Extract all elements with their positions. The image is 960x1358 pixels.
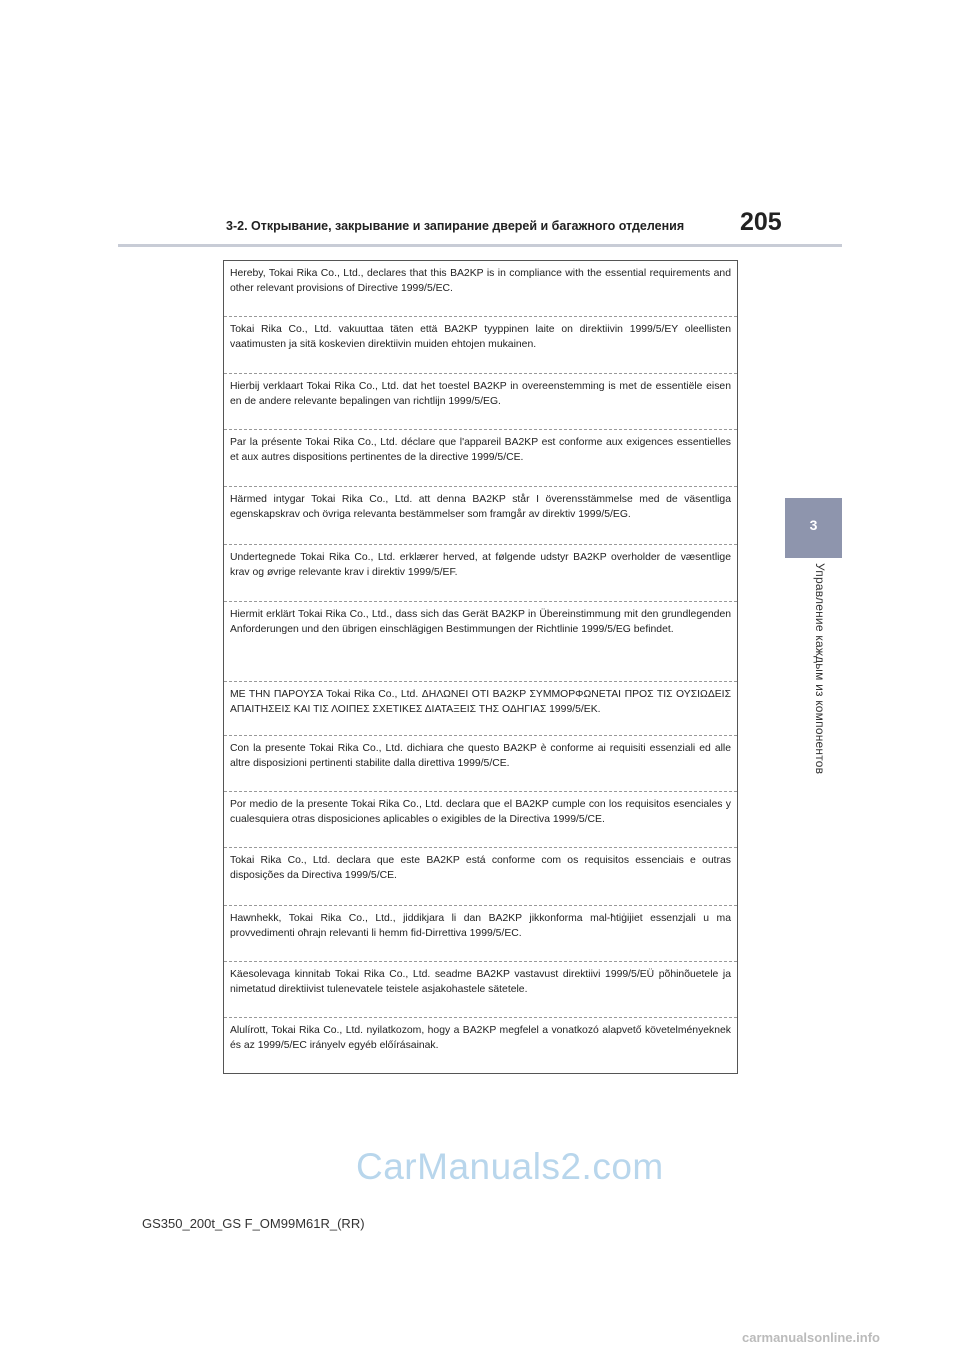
chapter-title: Управление каждым из компонентов [813, 563, 827, 775]
declaration-german [224, 602, 737, 637]
declaration-text: Tokai Rika Co., Ltd. vakuuttaa täten että BA2KP tyyppinen laite on direktiivin 1999/5/EY oleellisten vaatimusten ja sitä koskevien direktiivin muiden ehtojen mukainen. [230, 324, 731, 351]
declaration-maltese [224, 906, 737, 941]
declaration-text: Alulírott, Tokai Rika Co., Ltd. nyilatkozom, hogy a BA2KP megfelel a vonatkozó alapvető követelményeknek és az 1999/5/EC irányelv egyéb előírásainak. [230, 1025, 731, 1052]
declaration-text: Undertegnede Tokai Rika Co., Ltd. erklærer herved, at følgende udstyr BA2KP overholder de væsentlige krav og øvrige relevante krav i direktiv 1999/5/EF. [230, 552, 731, 579]
declaration-spanish [224, 792, 737, 827]
declaration-text: Käesolevaga kinnitab Tokai Rika Co., Ltd. seadme BA2KP vastavust direktiivi 1999/5/EÜ põhinõuetele ja nimetatud direktiivist tulenevatele teistele asjakohastele sätetele. [230, 969, 731, 996]
chapter-tab: 3 [785, 498, 842, 558]
declaration-english [224, 261, 737, 296]
declaration-swedish [224, 487, 737, 522]
watermark: CarManuals2.com [356, 1146, 664, 1187]
declaration-italian [224, 736, 737, 771]
declaration-text: Tokai Rika Co., Ltd. declara que este BA2KP está conforme com os requisitos essenciais e outras disposições da Directiva 1999/5/CE. [230, 855, 731, 882]
declaration-dutch [224, 374, 737, 409]
declaration-french [224, 430, 737, 465]
declaration-text: ΜΕ ΤΗΝ ΠΑΡΟΥΣΑ Tokai Rika Co., Ltd. ΔΗΛΩΝΕΙ ΟΤΙ BA2KP ΣΥΜΜΟΡΦΩΝΕΤΑΙ ΠΡΟΣ ΤΙΣ ΟΥΣΙΩΔΕΙΣ ΑΠΑΙΤΗΣΕΙΣ ΚΑΙ ΤΙΣ ΛΟΙΠΕΣ ΣΧΕΤΙΚΕΣ ΔΙΑΤΑΞΕΙΣ ΤΗΣ ΟΔΗΓΙΑΣ 1999/5/ΕΚ. [230, 689, 731, 716]
declarations-table [223, 260, 738, 1074]
declaration-hungarian [224, 1018, 737, 1053]
declaration-text: Hierbij verklaart Tokai Rika Co., Ltd. dat het toestel BA2KP in overeenstemming is met de essentiële eisen en de andere relevante bepalingen van richtlijn 1999/5/EG. [230, 381, 731, 408]
declaration-text: Härmed intygar Tokai Rika Co., Ltd. att denna BA2KP står I överensstämmelse med de väsentliga egenskapskrav och övriga relevanta bestämmelser som framgår av direktiv 1999/5/EG. [230, 494, 731, 521]
declaration-finnish [224, 317, 737, 352]
section-title: 3-2. Открывание, закрывание и запирание дверей и багажного отделения [226, 219, 685, 233]
site-logo: carmanualsonline.info [742, 1330, 880, 1345]
document-code: GS350_200t_GS F_OM99M61R_(RR) [142, 1216, 365, 1231]
declaration-text: Par la présente Tokai Rika Co., Ltd. déclare que l'appareil BA2KP est conforme aux exigences essentielles et aux autres dispositions pertinentes de la directive 1999/5/CE. [230, 437, 731, 464]
declaration-estonian [224, 962, 737, 997]
declaration-text: Hiermit erklärt Tokai Rika Co., Ltd., dass sich das Gerät BA2KP in Übereinstimmung mit den grundlegenden Anforderungen und den übrigen einschlägigen Bestimmungen der Richtlinie 1999/5/EG befindet. [230, 609, 731, 636]
declaration-text: Hereby, Tokai Rika Co., Ltd., declares that this BA2KP is in compliance with the essential requirements and other relevant provisions of Directive 1999/5/EC. [230, 268, 731, 295]
declaration-text: Por medio de la presente Tokai Rika Co., Ltd. declara que el BA2KP cumple con los requisitos esenciales y cualesquiera otras disposiciones aplicables o exigibles de la Directiva 1999/5/CE. [230, 799, 731, 826]
declaration-danish [224, 545, 737, 580]
declaration-portuguese [224, 848, 737, 883]
declaration-text: Con la presente Tokai Rika Co., Ltd. dichiara che questo BA2KP è conforme ai requisiti essenziali ed alle altre disposizioni pertinenti stabilite dalla direttiva 1999/5/CE. [230, 743, 731, 770]
declaration-greek [224, 682, 737, 717]
declaration-text: Hawnhekk, Tokai Rika Co., Ltd., jiddikjara li dan BA2KP jikkonforma mal-ħtiġijiet essenzjali u ma provvedimenti oħrajn relevanti li hemm fid-Dirrettiva 1999/5/EC. [230, 913, 731, 940]
page-number: 205 [740, 208, 782, 236]
header-divider [118, 244, 842, 247]
